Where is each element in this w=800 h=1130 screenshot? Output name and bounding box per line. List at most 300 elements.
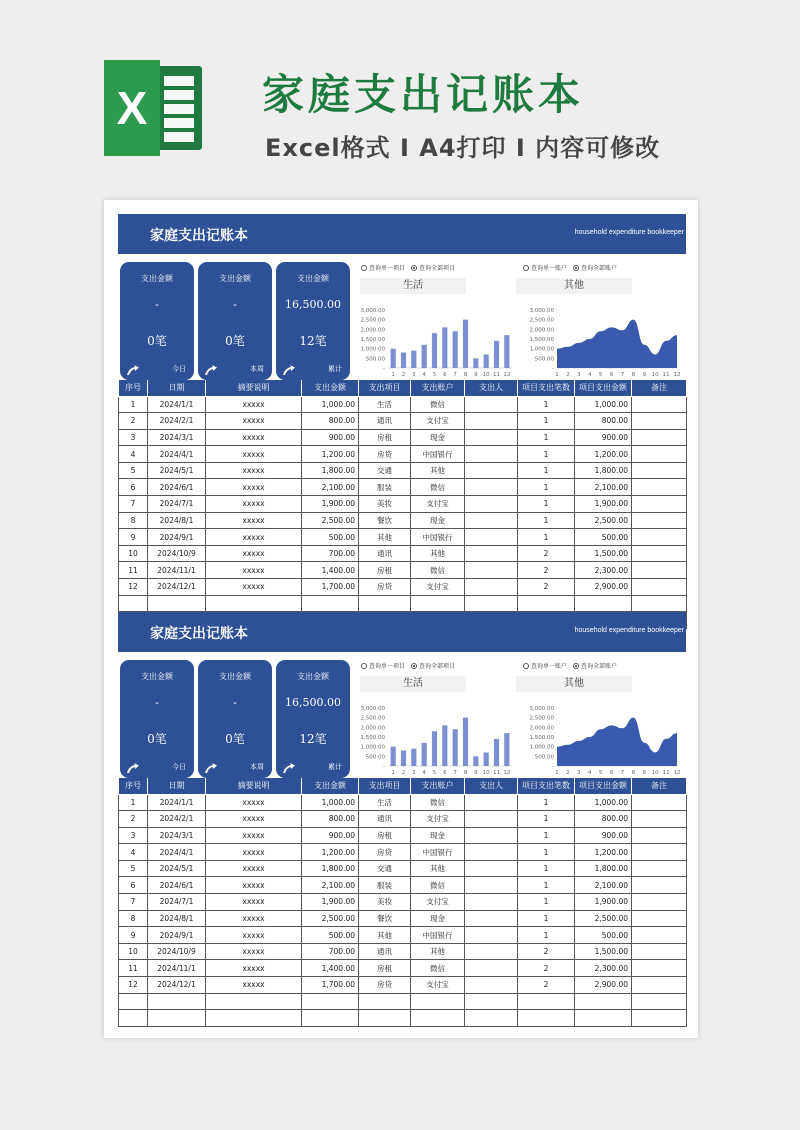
cell-project-count[interactable]: 1 (518, 811, 575, 828)
cell-seq[interactable]: 2 (119, 811, 148, 828)
cell-project[interactable]: 房租 (359, 562, 411, 579)
cell-date[interactable]: 2024/2/1 (148, 811, 206, 828)
cell-payer[interactable] (465, 579, 518, 596)
cell-account[interactable]: 中国银行 (411, 844, 465, 861)
empty-cell[interactable] (465, 1010, 518, 1027)
cell-project-amount[interactable]: 2,500.00 (575, 512, 632, 529)
bar-9 (473, 358, 478, 368)
cell-date[interactable]: 2024/9/1 (148, 529, 206, 546)
excel-logo-letter: X (116, 82, 148, 134)
cell-payer[interactable] (465, 794, 518, 811)
empty-cell[interactable] (411, 993, 465, 1010)
empty-cell[interactable] (148, 1010, 206, 1027)
cell-summary[interactable]: xxxxx (206, 579, 302, 596)
cell-project-amount[interactable]: 1,500.00 (575, 545, 632, 562)
empty-cell[interactable] (302, 993, 359, 1010)
cell-project-amount[interactable]: 1,900.00 (575, 496, 632, 513)
cell-amount[interactable]: 1,700.00 (302, 977, 359, 994)
cell-date[interactable]: 2024/3/1 (148, 827, 206, 844)
cell-project-amount[interactable]: 2,300.00 (575, 960, 632, 977)
cell-note[interactable] (632, 960, 687, 977)
cell-summary[interactable]: xxxxx (206, 512, 302, 529)
cell-payer[interactable] (465, 910, 518, 927)
cell-account[interactable]: 中国银行 (411, 927, 465, 944)
cell-account[interactable]: 其他 (411, 545, 465, 562)
cell-date[interactable]: 2024/10/9 (148, 545, 206, 562)
cell-project[interactable]: 生活 (359, 794, 411, 811)
cell-project[interactable]: 美妆 (359, 496, 411, 513)
account-filter (523, 661, 623, 670)
cell-project-count[interactable]: 1 (518, 927, 575, 944)
cell-project[interactable]: 通讯 (359, 545, 411, 562)
cell-summary[interactable]: xxxxx (206, 877, 302, 894)
empty-cell[interactable] (575, 1010, 632, 1027)
cell-project[interactable]: 餐饮 (359, 910, 411, 927)
cell-date[interactable]: 2024/7/1 (148, 894, 206, 911)
project-filter (361, 661, 461, 670)
empty-cell[interactable] (632, 595, 687, 612)
cell-seq[interactable]: 10 (119, 943, 148, 960)
cell-account[interactable]: 微信 (411, 960, 465, 977)
cell-date[interactable]: 2024/12/1 (148, 579, 206, 596)
radio-all-accounts[interactable] (573, 265, 579, 271)
cell-note[interactable] (632, 446, 687, 463)
radio-single-account[interactable] (523, 663, 529, 669)
cell-seq[interactable]: 11 (119, 960, 148, 977)
cell-note[interactable] (632, 579, 687, 596)
radio-single-account[interactable] (523, 265, 529, 271)
cell-project[interactable]: 交通 (359, 462, 411, 479)
cell-account[interactable]: 支付宝 (411, 413, 465, 430)
cell-date[interactable]: 2024/11/1 (148, 562, 206, 579)
cell-summary[interactable]: xxxxx (206, 960, 302, 977)
cell-summary[interactable]: xxxxx (206, 977, 302, 994)
cell-summary[interactable]: xxxxx (206, 910, 302, 927)
cell-payer[interactable] (465, 860, 518, 877)
cell-account[interactable]: 现金 (411, 910, 465, 927)
cell-project-amount[interactable]: 1,000.00 (575, 794, 632, 811)
cell-amount[interactable]: 1,800.00 (302, 462, 359, 479)
cell-project-amount[interactable]: 1,900.00 (575, 894, 632, 911)
cell-amount[interactable]: 1,200.00 (302, 446, 359, 463)
cell-summary[interactable]: xxxxx (206, 943, 302, 960)
cell-amount[interactable]: 1,800.00 (302, 860, 359, 877)
cell-account[interactable]: 微信 (411, 396, 465, 413)
cell-date[interactable]: 2024/7/1 (148, 496, 206, 513)
cell-note[interactable] (632, 827, 687, 844)
cell-note[interactable] (632, 562, 687, 579)
empty-cell[interactable] (359, 595, 411, 612)
cell-summary[interactable]: xxxxx (206, 894, 302, 911)
card-label: 支出金额 (297, 274, 329, 283)
cell-amount[interactable]: 1,400.00 (302, 960, 359, 977)
cell-note[interactable] (632, 496, 687, 513)
cell-note[interactable] (632, 860, 687, 877)
cell-note[interactable] (632, 794, 687, 811)
cell-project[interactable]: 美妆 (359, 894, 411, 911)
cell-note[interactable] (632, 977, 687, 994)
cell-payer[interactable] (465, 496, 518, 513)
cell-project[interactable]: 房贷 (359, 446, 411, 463)
cell-project[interactable]: 交通 (359, 860, 411, 877)
cell-project-amount[interactable]: 2,100.00 (575, 877, 632, 894)
cell-account[interactable]: 现金 (411, 512, 465, 529)
cell-note[interactable] (632, 462, 687, 479)
bar-10 (484, 354, 489, 368)
cell-amount[interactable]: 900.00 (302, 429, 359, 446)
cell-summary[interactable]: xxxxx (206, 844, 302, 861)
cell-amount[interactable]: 500.00 (302, 927, 359, 944)
cell-project-count[interactable]: 1 (518, 877, 575, 894)
cell-amount[interactable]: 700.00 (302, 943, 359, 960)
cell-summary[interactable]: xxxxx (206, 811, 302, 828)
cell-project-count[interactable]: 1 (518, 462, 575, 479)
cell-project-count[interactable]: 1 (518, 446, 575, 463)
cell-project[interactable]: 其他 (359, 529, 411, 546)
empty-cell[interactable] (575, 595, 632, 612)
empty-cell[interactable] (148, 993, 206, 1010)
cell-seq[interactable]: 4 (119, 446, 148, 463)
cell-project-amount[interactable]: 800.00 (575, 413, 632, 430)
cell-note[interactable] (632, 943, 687, 960)
column-header-project-amount: 项目支出金额 (575, 778, 632, 794)
cell-date[interactable]: 2024/1/1 (148, 396, 206, 413)
cell-amount[interactable]: 1,900.00 (302, 496, 359, 513)
cell-account[interactable]: 支付宝 (411, 579, 465, 596)
cell-note[interactable] (632, 479, 687, 496)
cell-amount[interactable]: 500.00 (302, 529, 359, 546)
empty-cell[interactable] (359, 1010, 411, 1027)
cell-payer[interactable] (465, 462, 518, 479)
cell-project-count[interactable]: 1 (518, 794, 575, 811)
cell-project-count[interactable]: 2 (518, 960, 575, 977)
cell-project-count[interactable]: 1 (518, 910, 575, 927)
x-tick-label: 6 (443, 770, 447, 776)
cell-seq[interactable]: 11 (119, 562, 148, 579)
radio-all-projects[interactable] (411, 265, 417, 271)
cell-date[interactable]: 2024/3/1 (148, 429, 206, 446)
cell-project-count[interactable]: 2 (518, 545, 575, 562)
empty-cell[interactable] (518, 993, 575, 1010)
cell-seq[interactable]: 7 (119, 496, 148, 513)
cell-account[interactable]: 支付宝 (411, 894, 465, 911)
cell-summary[interactable]: xxxxx (206, 462, 302, 479)
cell-note[interactable] (632, 512, 687, 529)
cell-summary[interactable]: xxxxx (206, 562, 302, 579)
cell-project-count[interactable]: 1 (518, 413, 575, 430)
card-count: 0笔 (147, 334, 167, 348)
y-tick-label: 1,500.00 (360, 337, 385, 343)
cell-project-count[interactable]: 1 (518, 479, 575, 496)
cell-project[interactable]: 房租 (359, 827, 411, 844)
cell-seq[interactable]: 8 (119, 910, 148, 927)
empty-cell[interactable] (302, 595, 359, 612)
cell-amount[interactable]: 1,900.00 (302, 894, 359, 911)
radio-single-project[interactable] (361, 663, 367, 669)
cell-project-count[interactable]: 2 (518, 977, 575, 994)
cell-note[interactable] (632, 811, 687, 828)
cell-account[interactable]: 其他 (411, 943, 465, 960)
cell-amount[interactable]: 2,500.00 (302, 512, 359, 529)
cell-payer[interactable] (465, 844, 518, 861)
cell-date[interactable]: 2024/5/1 (148, 860, 206, 877)
cell-amount[interactable]: 900.00 (302, 827, 359, 844)
cell-seq[interactable]: 7 (119, 894, 148, 911)
empty-cell[interactable] (119, 993, 148, 1010)
cell-project-count[interactable]: 2 (518, 562, 575, 579)
cell-project[interactable]: 其他 (359, 927, 411, 944)
cell-project-amount[interactable]: 2,100.00 (575, 479, 632, 496)
cell-note[interactable] (632, 927, 687, 944)
cell-project-amount[interactable]: 1,500.00 (575, 943, 632, 960)
cell-date[interactable]: 2024/2/1 (148, 413, 206, 430)
cell-amount[interactable]: 700.00 (302, 545, 359, 562)
cell-payer[interactable] (465, 827, 518, 844)
cell-date[interactable]: 2024/8/1 (148, 512, 206, 529)
cell-summary[interactable]: xxxxx (206, 496, 302, 513)
cell-account[interactable]: 现金 (411, 429, 465, 446)
cell-seq[interactable]: 6 (119, 479, 148, 496)
cell-amount[interactable]: 1,700.00 (302, 579, 359, 596)
bar-chart (346, 306, 516, 380)
cell-summary[interactable]: xxxxx (206, 927, 302, 944)
empty-cell[interactable] (465, 595, 518, 612)
cell-seq[interactable]: 10 (119, 545, 148, 562)
cell-project-count[interactable]: 1 (518, 827, 575, 844)
cell-project-amount[interactable]: 800.00 (575, 811, 632, 828)
cell-project-count[interactable]: 1 (518, 860, 575, 877)
cell-amount[interactable]: 800.00 (302, 811, 359, 828)
empty-cell[interactable] (518, 1010, 575, 1027)
cell-seq[interactable]: 3 (119, 429, 148, 446)
empty-cell[interactable] (148, 595, 206, 612)
radio-all-accounts[interactable] (573, 663, 579, 669)
cell-payer[interactable] (465, 811, 518, 828)
cell-payer[interactable] (465, 446, 518, 463)
cell-account[interactable]: 中国银行 (411, 529, 465, 546)
empty-cell[interactable] (302, 1010, 359, 1027)
cell-project-count[interactable]: 2 (518, 579, 575, 596)
cell-payer[interactable] (465, 927, 518, 944)
cell-summary[interactable]: xxxxx (206, 446, 302, 463)
cell-project[interactable]: 房租 (359, 960, 411, 977)
cell-note[interactable] (632, 429, 687, 446)
cell-project-amount[interactable]: 500.00 (575, 529, 632, 546)
cell-amount[interactable]: 2,500.00 (302, 910, 359, 927)
cell-project-count[interactable]: 2 (518, 943, 575, 960)
cell-project[interactable]: 服装 (359, 877, 411, 894)
cell-project[interactable]: 通讯 (359, 811, 411, 828)
cell-project-amount[interactable]: 2,500.00 (575, 910, 632, 927)
cell-date[interactable]: 2024/4/1 (148, 446, 206, 463)
cell-project[interactable]: 房贷 (359, 844, 411, 861)
empty-cell[interactable] (411, 595, 465, 612)
cell-note[interactable] (632, 545, 687, 562)
cell-payer[interactable] (465, 943, 518, 960)
cell-seq[interactable]: 9 (119, 529, 148, 546)
cell-project[interactable]: 房租 (359, 429, 411, 446)
cell-amount[interactable]: 2,100.00 (302, 479, 359, 496)
radio-single-project[interactable] (361, 265, 367, 271)
cell-date[interactable]: 2024/6/1 (148, 479, 206, 496)
cell-project-count[interactable]: 1 (518, 844, 575, 861)
cell-summary[interactable]: xxxxx (206, 827, 302, 844)
cell-payer[interactable] (465, 894, 518, 911)
x-tick-label: 10 (482, 770, 490, 776)
cell-seq[interactable]: 5 (119, 462, 148, 479)
cell-payer[interactable] (465, 977, 518, 994)
main-title: 家庭支出记账本 (262, 70, 585, 119)
empty-cell[interactable] (632, 1010, 687, 1027)
cell-account[interactable]: 现金 (411, 827, 465, 844)
empty-cell[interactable] (575, 993, 632, 1010)
cell-amount[interactable]: 1,200.00 (302, 844, 359, 861)
cell-note[interactable] (632, 894, 687, 911)
cell-amount[interactable]: 1,000.00 (302, 396, 359, 413)
cell-amount[interactable]: 2,100.00 (302, 877, 359, 894)
cell-seq[interactable]: 1 (119, 794, 148, 811)
cell-project-amount[interactable]: 1,800.00 (575, 462, 632, 479)
cell-project[interactable]: 餐饮 (359, 512, 411, 529)
cell-note[interactable] (632, 844, 687, 861)
cell-note[interactable] (632, 396, 687, 413)
cell-payer[interactable] (465, 529, 518, 546)
cell-seq[interactable]: 2 (119, 413, 148, 430)
cell-seq[interactable]: 8 (119, 512, 148, 529)
cell-project[interactable]: 通讯 (359, 943, 411, 960)
y-tick-label: 2,000.00 (360, 327, 385, 334)
cell-payer[interactable] (465, 562, 518, 579)
cell-note[interactable] (632, 413, 687, 430)
cell-seq[interactable]: 9 (119, 927, 148, 944)
cell-seq[interactable]: 4 (119, 844, 148, 861)
bar-5 (432, 731, 437, 766)
cell-project-amount[interactable]: 1,200.00 (575, 446, 632, 463)
cell-project[interactable]: 服装 (359, 479, 411, 496)
card-label: 支出金额 (141, 274, 173, 283)
cell-payer[interactable] (465, 877, 518, 894)
cell-account[interactable]: 支付宝 (411, 811, 465, 828)
cell-account[interactable]: 中国银行 (411, 446, 465, 463)
cell-project-count[interactable]: 1 (518, 496, 575, 513)
cell-payer[interactable] (465, 429, 518, 446)
cell-project-count[interactable]: 1 (518, 894, 575, 911)
cell-seq[interactable]: 12 (119, 579, 148, 596)
cell-date[interactable]: 2024/10/9 (148, 943, 206, 960)
cell-account[interactable]: 其他 (411, 462, 465, 479)
empty-table-row (119, 595, 687, 612)
cell-project[interactable]: 生活 (359, 396, 411, 413)
cell-project-amount[interactable]: 900.00 (575, 827, 632, 844)
bar-11 (494, 739, 499, 766)
cell-summary[interactable]: xxxxx (206, 413, 302, 430)
empty-cell[interactable] (465, 993, 518, 1010)
cell-account[interactable]: 微信 (411, 479, 465, 496)
empty-cell[interactable] (518, 595, 575, 612)
cell-summary[interactable]: xxxxx (206, 794, 302, 811)
radio-all-projects[interactable] (411, 663, 417, 669)
cell-project-amount[interactable]: 2,300.00 (575, 562, 632, 579)
cell-payer[interactable] (465, 545, 518, 562)
cell-payer[interactable] (465, 960, 518, 977)
cell-seq[interactable]: 3 (119, 827, 148, 844)
cell-summary[interactable]: xxxxx (206, 529, 302, 546)
cell-project-amount[interactable]: 1,800.00 (575, 860, 632, 877)
y-tick-label: 3,000.00 (529, 308, 554, 314)
cell-account[interactable]: 支付宝 (411, 496, 465, 513)
cell-seq[interactable]: 5 (119, 860, 148, 877)
y-tick-label: 2,000.00 (529, 725, 554, 732)
cell-project-amount[interactable]: 1,200.00 (575, 844, 632, 861)
cell-project-amount[interactable]: 2,900.00 (575, 977, 632, 994)
cell-date[interactable]: 2024/12/1 (148, 977, 206, 994)
cell-summary[interactable]: xxxxx (206, 429, 302, 446)
cell-payer[interactable] (465, 479, 518, 496)
cell-project[interactable]: 房贷 (359, 977, 411, 994)
cell-date[interactable]: 2024/5/1 (148, 462, 206, 479)
cell-seq[interactable]: 12 (119, 977, 148, 994)
cell-seq[interactable]: 1 (119, 396, 148, 413)
cell-payer[interactable] (465, 512, 518, 529)
cell-amount[interactable]: 1,000.00 (302, 794, 359, 811)
cell-project-count[interactable]: 1 (518, 429, 575, 446)
cell-date[interactable]: 2024/1/1 (148, 794, 206, 811)
x-tick-label: 3 (577, 372, 581, 378)
cell-date[interactable]: 2024/6/1 (148, 877, 206, 894)
empty-cell[interactable] (632, 993, 687, 1010)
cell-summary[interactable]: xxxxx (206, 479, 302, 496)
cell-date[interactable]: 2024/4/1 (148, 844, 206, 861)
cell-project-count[interactable]: 1 (518, 396, 575, 413)
cell-project-count[interactable]: 1 (518, 529, 575, 546)
bar-6 (442, 725, 447, 766)
cell-note[interactable] (632, 910, 687, 927)
cell-project-amount[interactable]: 900.00 (575, 429, 632, 446)
empty-cell[interactable] (206, 595, 302, 612)
cell-account[interactable]: 微信 (411, 562, 465, 579)
cell-project[interactable]: 房贷 (359, 579, 411, 596)
cell-account[interactable]: 微信 (411, 877, 465, 894)
empty-cell[interactable] (206, 1010, 302, 1027)
cell-project[interactable]: 通讯 (359, 413, 411, 430)
cell-seq[interactable]: 6 (119, 877, 148, 894)
cell-project-amount[interactable]: 500.00 (575, 927, 632, 944)
cell-note[interactable] (632, 529, 687, 546)
cell-payer[interactable] (465, 413, 518, 430)
empty-cell[interactable] (206, 993, 302, 1010)
cell-project-amount[interactable]: 1,000.00 (575, 396, 632, 413)
empty-cell[interactable] (119, 595, 148, 612)
cell-date[interactable]: 2024/11/1 (148, 960, 206, 977)
cell-summary[interactable]: xxxxx (206, 860, 302, 877)
cell-account[interactable]: 支付宝 (411, 977, 465, 994)
cell-summary[interactable]: xxxxx (206, 396, 302, 413)
empty-cell[interactable] (359, 993, 411, 1010)
cell-account[interactable]: 其他 (411, 860, 465, 877)
empty-cell[interactable] (411, 1010, 465, 1027)
cell-amount[interactable]: 1,400.00 (302, 562, 359, 579)
cell-project-amount[interactable]: 2,900.00 (575, 579, 632, 596)
cell-date[interactable]: 2024/9/1 (148, 927, 206, 944)
empty-cell[interactable] (119, 1010, 148, 1027)
cell-summary[interactable]: xxxxx (206, 545, 302, 562)
cell-payer[interactable] (465, 396, 518, 413)
cell-note[interactable] (632, 877, 687, 894)
cell-project-count[interactable]: 1 (518, 512, 575, 529)
cell-account[interactable]: 微信 (411, 794, 465, 811)
cell-amount[interactable]: 800.00 (302, 413, 359, 430)
cell-date[interactable]: 2024/8/1 (148, 910, 206, 927)
